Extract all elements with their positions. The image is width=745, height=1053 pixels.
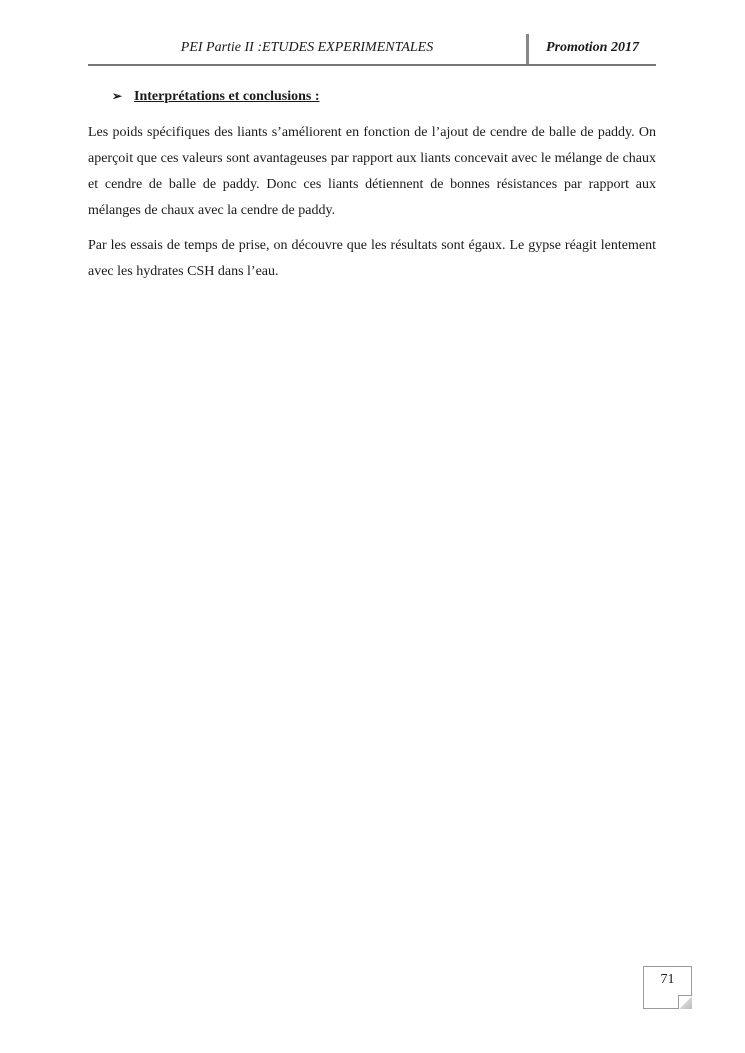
paragraph-setting-time: Par les essais de temps de prise, on découvre que les résultats sont égaux. Le gypse réagit lentement avec les hydrates CSH dans l’eau.: [88, 238, 656, 279]
section-heading: [112, 89, 320, 105]
arrow-bullet-icon: ➢: [112, 89, 123, 103]
header-promotion: Promotion 2017: [546, 40, 639, 55]
page-curl-icon: [678, 995, 692, 1009]
page-number-box: [643, 966, 692, 1009]
header-document-title: PEI Partie II :ETUDES EXPERIMENTALES: [180, 40, 434, 55]
section-heading-text: Interprétations et conclusions :: [134, 89, 320, 104]
paragraph-conclusions: Les poids spécifiques des liants s’améliorent en fonction de l’ajout de cendre de balle de paddy. On aperçoit que ces valeurs sont avantageuses par rapport aux liants concevait avec le mélange de chaux et cendre de balle de paddy. Donc ces liants détiennent de bonnes résistances par rapport aux mélanges de chaux avec la cendre de paddy.: [88, 125, 656, 218]
page-header: [88, 34, 656, 66]
page-number: 71: [660, 972, 675, 987]
